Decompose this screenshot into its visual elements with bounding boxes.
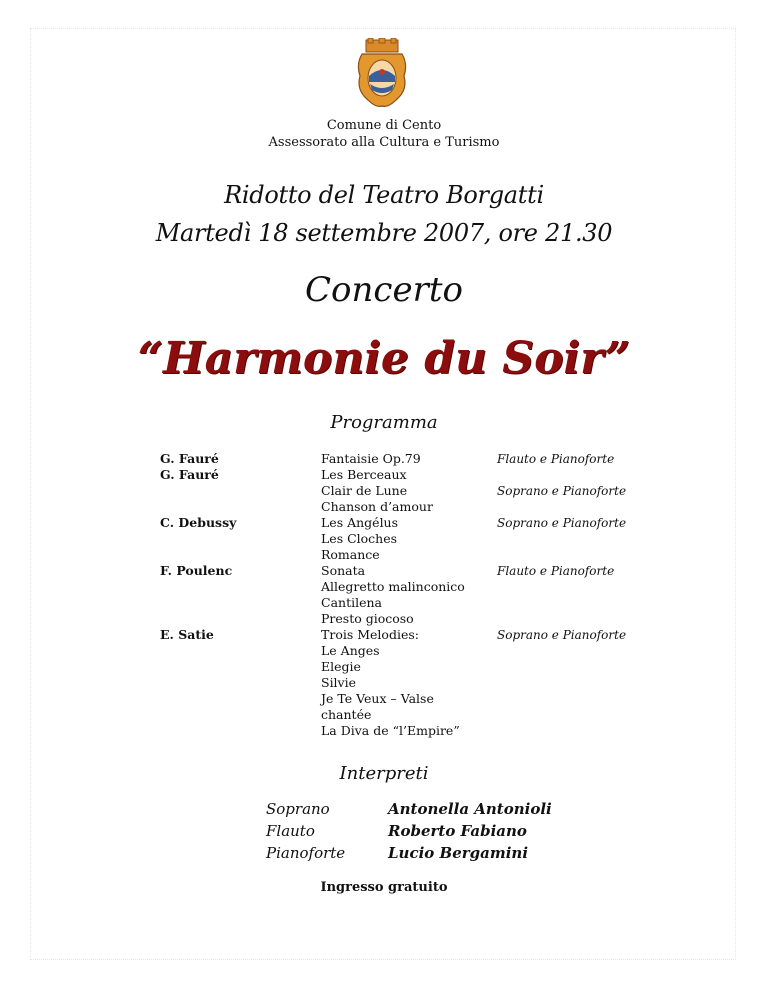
performer-role: Soprano (266, 800, 330, 818)
composer-name: G. Fauré (160, 451, 219, 466)
piece-title: chantée (321, 707, 372, 722)
piece-title: Sonata (321, 563, 366, 578)
program-heading: Programma (330, 412, 438, 433)
piece-title: Les Angélus (321, 515, 399, 530)
instrumentation: Flauto e Pianoforte (497, 452, 615, 466)
performer-names (388, 798, 552, 864)
piece-title: Les Cloches (321, 531, 398, 546)
performer-role: Pianoforte (266, 844, 346, 862)
coat-of-arms-icon (352, 38, 412, 110)
piece-title: Fantaisie Op.79 (321, 451, 421, 466)
piece-title: Clair de Lune (321, 483, 408, 498)
performer-name: Antonella Antonioli (388, 800, 552, 818)
department-name: Assessorato alla Cultura e Turismo (268, 135, 500, 150)
composer-name: C. Debussy (160, 515, 237, 530)
piece-title: Les Berceaux (321, 467, 407, 482)
piece-title: La Diva de “l’Empire” (321, 723, 460, 738)
concert-title: “Harmonie du Soir” (137, 333, 631, 384)
event-datetime: Martedì 18 settembre 2007, ore 21.30 (155, 219, 613, 247)
piece-title: Silvie (321, 675, 357, 690)
event-venue: Ridotto del Teatro Borgatti (224, 181, 544, 209)
instrumentation: Flauto e Pianoforte (497, 564, 615, 578)
composer-name: E. Satie (160, 627, 214, 642)
performer-roles (266, 798, 345, 864)
piece-title: Chanson d’amour (321, 499, 433, 514)
instrumentation: Soprano e Pianoforte (497, 628, 627, 642)
piece-title: Romance (321, 547, 380, 562)
municipality-name: Comune di Cento (326, 118, 442, 133)
event-type: Concerto (305, 270, 463, 310)
piece-title: Trois Melodies: (321, 627, 419, 642)
piece-title: Elegie (321, 659, 361, 674)
piece-title: Je Te Veux – Valse (321, 691, 434, 706)
piece-list (321, 451, 465, 739)
piece-title: Presto giocoso (321, 611, 414, 626)
performer-name: Lucio Bergamini (388, 844, 529, 862)
piece-title: Cantilena (321, 595, 382, 610)
instrumentation: Soprano e Pianoforte (497, 484, 627, 498)
performer-name: Roberto Fabiano (388, 822, 527, 840)
performer-role: Flauto (266, 822, 315, 840)
instrumentation: Soprano e Pianoforte (497, 516, 627, 530)
composer-name: F. Poulenc (160, 563, 233, 578)
piece-title: Le Anges (321, 643, 380, 658)
piece-title: Allegretto malinconico (321, 579, 465, 594)
admission-note: Ingresso gratuito (320, 880, 448, 895)
composer-name: G. Fauré (160, 467, 219, 482)
performers-heading: Interpreti (339, 763, 429, 784)
